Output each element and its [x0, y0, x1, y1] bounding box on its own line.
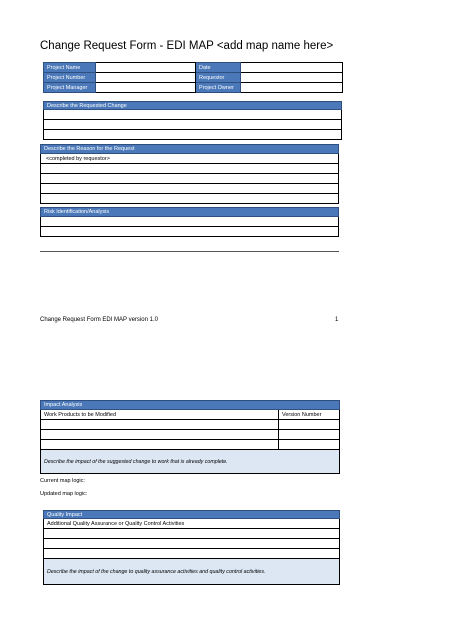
risk-row[interactable] [41, 217, 339, 227]
impact-header: Impact Analysis [41, 401, 340, 410]
quality-row[interactable] [44, 549, 340, 559]
reason-header: Describe the Reason for the Request [41, 145, 339, 154]
reason-placeholder[interactable]: <completed by requestor> [41, 154, 339, 164]
requested-change-row[interactable] [44, 110, 342, 120]
impact-row-cell[interactable] [41, 440, 279, 450]
date-label: Date [196, 63, 241, 73]
project-name-field[interactable] [96, 63, 196, 73]
updated-map-logic-label: Updated map logic: [40, 491, 88, 497]
reason-row[interactable] [41, 184, 339, 194]
form-title: Change Request Form - EDI MAP <add map name here> [40, 40, 334, 52]
current-map-logic-label: Current map logic: [40, 478, 85, 484]
work-products-column-header: Work Products to be Modified [41, 410, 279, 420]
quality-row[interactable] [44, 529, 340, 539]
quality-impact-table [43, 510, 340, 585]
project-owner-label: Project Owner [196, 83, 241, 93]
project-info-table [43, 62, 343, 93]
quality-note[interactable]: Describe the impact of the change to quality assurance activities and quality control activities. [44, 559, 340, 585]
footer-text: Change Request Form EDI MAP version 1.0 [40, 317, 158, 323]
requested-change-header: Describe the Requested Change [44, 102, 342, 110]
page-number: 1 [335, 317, 339, 323]
section-divider [40, 251, 339, 252]
quality-column-header: Additional Quality Assurance or Quality Control Activities [44, 519, 340, 529]
risk-header: Risk Identification/Analysis [41, 208, 339, 217]
version-number-column-header: Version Number [279, 410, 340, 420]
project-number-label: Project Number [44, 73, 96, 83]
risk-table [40, 207, 339, 237]
date-field[interactable] [241, 63, 343, 73]
impact-row-cell[interactable] [41, 430, 279, 440]
reason-row[interactable] [41, 164, 339, 174]
quality-row[interactable] [44, 539, 340, 549]
requested-change-row[interactable] [44, 130, 342, 140]
requested-change-row[interactable] [44, 120, 342, 130]
requested-change-table [43, 101, 342, 140]
quality-header: Quality Impact [44, 511, 340, 519]
reason-table [40, 144, 339, 204]
requestor-field[interactable] [241, 73, 343, 83]
project-number-field[interactable] [96, 73, 196, 83]
impact-analysis-table [40, 400, 340, 474]
requestor-label: Requestor [196, 73, 241, 83]
reason-row[interactable] [41, 194, 339, 204]
project-owner-field[interactable] [241, 83, 343, 93]
impact-row-cell[interactable] [279, 430, 340, 440]
impact-row-cell[interactable] [279, 420, 340, 430]
project-manager-label: Project Manager [44, 83, 96, 93]
risk-row[interactable] [41, 227, 339, 237]
impact-row-cell[interactable] [279, 440, 340, 450]
impact-row-cell[interactable] [41, 420, 279, 430]
project-manager-field[interactable] [96, 83, 196, 93]
impact-note[interactable]: Describe the impact of the suggested change to work that is already complete. [41, 450, 340, 474]
project-name-label: Project Name [44, 63, 96, 73]
reason-row[interactable] [41, 174, 339, 184]
